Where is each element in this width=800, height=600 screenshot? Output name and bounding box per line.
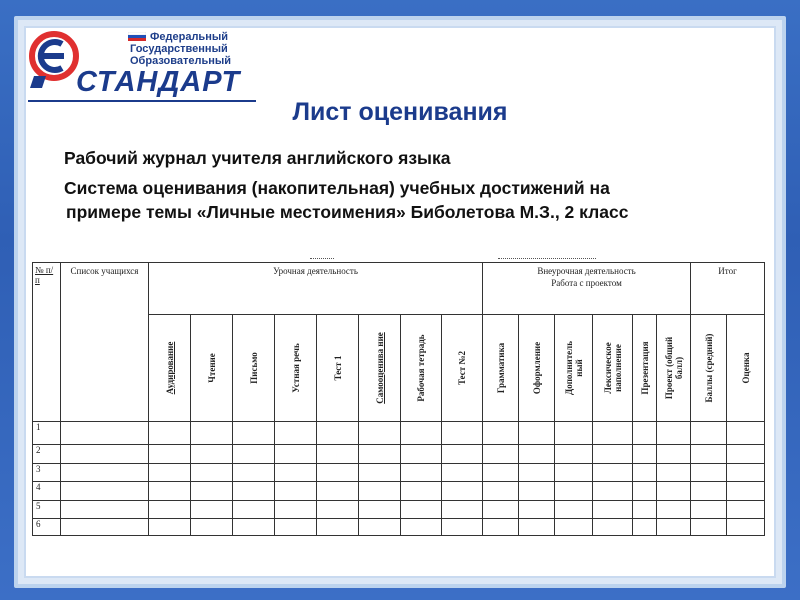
slide bbox=[24, 26, 776, 578]
col-header-grade: Оценка bbox=[727, 315, 765, 422]
col-header-reading: Чтение bbox=[191, 315, 233, 422]
table-row: 3 bbox=[33, 463, 765, 482]
col-header-self-assessment: Самооценива ние bbox=[359, 315, 401, 422]
col-header-test2: Тест №2 bbox=[442, 315, 483, 422]
table-row: 2 bbox=[33, 445, 765, 464]
col-header-test1: Тест 1 bbox=[317, 315, 359, 422]
logo-line-3: Образовательный bbox=[130, 55, 232, 67]
table-row: 6 bbox=[33, 518, 765, 536]
col-header-design: Оформление bbox=[519, 315, 555, 422]
table-row: 1 bbox=[33, 422, 765, 445]
fgos-logo bbox=[28, 30, 260, 100]
col-header-additional: Дополнитель ный bbox=[555, 315, 593, 422]
subtitle-system-line2: примере темы «Личные местоимения» Биболетова М.З., 2 класс bbox=[66, 202, 629, 222]
col-header-speaking: Устная речь bbox=[275, 315, 317, 422]
col-header-listening: Аудирование bbox=[149, 315, 191, 422]
col-header-workbook: Рабочая тетрадь bbox=[401, 315, 442, 422]
assessment-table bbox=[32, 262, 765, 536]
page-title: Лист оценивания bbox=[292, 98, 508, 126]
russian-flag-icon bbox=[128, 32, 146, 41]
table-row: 5 bbox=[33, 501, 765, 518]
col-header-writing: Письмо bbox=[233, 315, 275, 422]
logo-wordmark: СТАНДАРТ bbox=[76, 66, 241, 98]
header-num: № п/ п bbox=[33, 263, 61, 422]
header-total: Итог bbox=[691, 263, 765, 315]
dotted-mark bbox=[310, 258, 334, 260]
header-extracurricular: Внеурочная деятельность Работа с проектом bbox=[483, 263, 691, 315]
table-row: 4 bbox=[33, 482, 765, 501]
col-header-lexical: Лексическое наполнение bbox=[593, 315, 633, 422]
header-row-1 bbox=[33, 263, 765, 315]
col-header-presentation: Презентация bbox=[633, 315, 657, 422]
col-header-project-score: Проект (общий балл) bbox=[657, 315, 691, 422]
logo-line-2: Государственный bbox=[130, 43, 228, 55]
header-lesson-activity: Урочная деятельность bbox=[149, 263, 483, 315]
logo-line-1: Федеральный bbox=[150, 31, 228, 43]
header-student-list: Список учащихся bbox=[61, 263, 149, 422]
col-header-avg-points: Баллы (средний) bbox=[691, 315, 727, 422]
subtitle-system-line1: Система оценивания (накопительная) учебных достижений на bbox=[64, 178, 610, 198]
subtitle-journal: Рабочий журнал учителя английского языка bbox=[64, 148, 451, 168]
col-header-grammar: Грамматика bbox=[483, 315, 519, 422]
dotted-mark bbox=[498, 258, 596, 260]
